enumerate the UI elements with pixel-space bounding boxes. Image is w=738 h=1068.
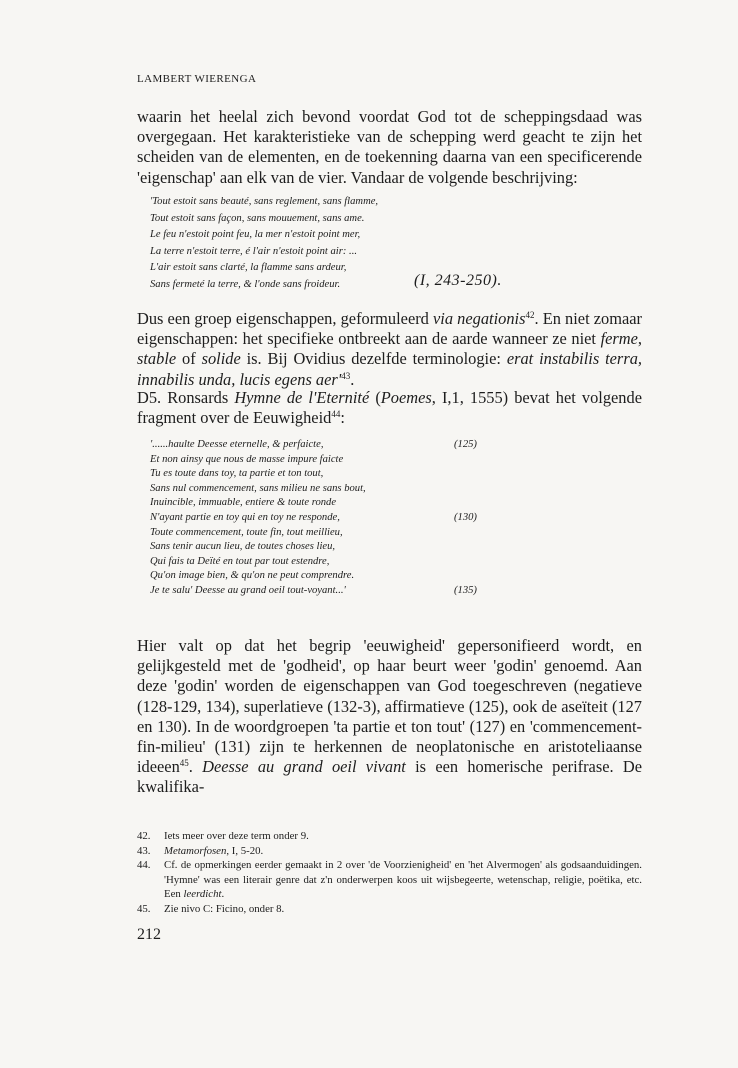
quote-line: Le feu n'estoit point feu, la mer n'estoit point mer,: [150, 229, 361, 240]
quote-line-text: Sans tenir aucun lieu, de toutes choses lieu,: [150, 541, 336, 553]
footnote-43: [137, 844, 642, 859]
text-run: , I,1, 1555) bevat het volgende fragment over de Eeuwigheid: [137, 388, 642, 428]
italic-run: Poemes: [380, 388, 432, 407]
footnote-number: 45.: [137, 902, 151, 915]
quote-line: [150, 569, 620, 584]
footnote-text: [164, 844, 642, 859]
italic-run: leerdicht: [183, 888, 222, 901]
quote-line-text: Inuincible, immuable, entiere & toute ronde: [150, 497, 337, 509]
footnote-42: [137, 829, 642, 844]
text-run: is. Bij Ovidius dezelfde terminologie:: [240, 349, 507, 369]
quote-line: [150, 496, 620, 511]
paragraph-4: [137, 636, 642, 798]
quote-line: [150, 526, 620, 541]
footnote-45: [137, 902, 642, 917]
paragraph-3: [137, 388, 642, 428]
quote-line: 'Tout estoit sans beauté, sans reglement, sans flamme,: [150, 196, 379, 207]
quote-line: [150, 467, 620, 482]
quote-line-last: [150, 271, 620, 295]
quote-block-2: [150, 438, 620, 599]
italic-run: Metamorfosen: [164, 844, 227, 857]
quote-line: La terre n'estoit terre, é l'air n'estoit point air: ...: [150, 245, 357, 257]
quote-line-text: Je te salu' Deesse au grand oeil tout-voyant...': [150, 584, 346, 596]
quote-line: [150, 555, 620, 570]
quote-line-text: Et non ainsy que nous de masse impure faicte: [150, 453, 344, 465]
footnotes: [137, 829, 642, 917]
quote-line: [150, 453, 620, 468]
italic-run: erat instabilis terra, innabilis unda, lucis egens aer': [137, 349, 642, 389]
footnote-ref-45: 45: [179, 758, 189, 769]
text-run: Hier valt op dat het begrip 'eeuwigheid' gepersonifieerd wordt, en gelijkgesteld met de 'godheid', op haar beurt weer 'godin' genoemd. Aan deze 'godin' worden de eigenschappen van God toegeschreven (negatieve (128-129, 134), superlatieve (132-3), affirmatieve (125), ook de aseïteit (127 en 130). In de woordgroepen 'ta partie et ton tout' (127) en 'commencement-fin-milieu' (131) zijn te herkennen de neoplatonische en aristoteliaanse ideeen: [137, 636, 642, 777]
text-run: .: [188, 757, 203, 777]
quote-line-text: Tu es toute dans toy, ta partie et ton tout,: [150, 468, 324, 480]
running-head: LAMBERT WIERENGA: [137, 73, 257, 85]
footnote-ref-42: 42: [525, 310, 535, 320]
footnote-number: 43.: [137, 844, 151, 857]
quote-line: Tout estoit sans façon, sans mouuement, sans ame.: [150, 212, 365, 224]
footnote-number: 44.: [137, 859, 151, 872]
text-run: .: [221, 888, 225, 901]
line-number: (125): [454, 439, 477, 450]
footnote-text: [164, 858, 642, 902]
text-run: D5. Ronsards: [137, 388, 235, 407]
line-number: (130): [454, 511, 477, 523]
footnote-ref-43: 43: [341, 370, 351, 381]
quote-block-1: [150, 195, 620, 294]
paragraph-1: waarin het heelal zich bevond voordat God tot de scheppingsdaad was overgegaan. Het karakteristieke van de schepping werd geacht te zijn het scheiden van de elementen, en de toekenning daarna van een specificerende 'eigenschap' aan elk van de vier. Vandaar de volgende beschrijving:: [137, 107, 642, 187]
text-run: .: [350, 369, 355, 389]
quote-line-text: '......haulte Deesse eternelle, & perfaicte,: [150, 439, 324, 450]
quote-line: [150, 584, 620, 599]
paragraph-2: [137, 309, 642, 390]
footnote-text: Zie nivo C: Ficino, onder 8.: [164, 902, 285, 915]
quote-line: L'air estoit sans clarté, la flamme sans ardeur,: [150, 262, 347, 273]
text-run: of: [176, 349, 202, 369]
quote-line: [150, 511, 620, 526]
quote-reference: (I, 243-250).: [414, 271, 502, 289]
quote-line: [150, 540, 620, 555]
quote-line-text: Qu'on image bien, & qu'on ne peut comprendre.: [150, 570, 355, 582]
italic-run: ferme: [600, 329, 638, 349]
text-run: is een homerische perifrase. De kwalifika-: [137, 757, 642, 797]
italic-run: stable: [137, 349, 177, 369]
footnote-number: 42.: [137, 830, 151, 842]
footnote-ref-44: 44: [331, 409, 341, 420]
text-run: , I, 5-20.: [226, 844, 264, 857]
italic-run: solide: [201, 349, 241, 369]
quote-line-text: N'ayant partie en toy qui en toy ne responde,: [150, 511, 340, 523]
text-run: ,: [637, 329, 642, 349]
italic-run: Hymne de l'Eternité: [234, 388, 370, 407]
quote-line-text: Sans nul commencement, sans milieu ne sans bout,: [150, 482, 366, 494]
quote-line-text: Sans fermeté la terre, & l'onde sans froideur.: [150, 278, 341, 290]
text-run: Dus een groep eigenschappen, geformuleerd: [137, 309, 434, 328]
italic-run: via negationis: [433, 309, 526, 328]
text-run: :: [340, 408, 345, 428]
page-number: 212: [137, 926, 161, 943]
text-run: . En niet zomaar eigenschappen: het specifieke ontbreekt aan de aarde wanneer ze niet: [137, 309, 642, 349]
quote-line: [150, 482, 620, 497]
footnote-44: [137, 858, 642, 902]
quote-line-text: Qui fais ta Deïté en tout par tout estendre,: [150, 555, 330, 567]
text-run: (: [369, 388, 381, 407]
line-number: (135): [454, 584, 477, 596]
text-run: Cf. de opmerkingen eerder gemaakt in 2 over 'de Voorzienigheid' en 'het Alvermogen' als godsaanduidingen. 'Hymne' was een literair genre dat z'n onderwerpen koos uit wijsbegeerte, wetenschap, religie, poëtika, etc. Een: [164, 859, 642, 901]
quote-line: [150, 438, 620, 453]
quote-line-text: Toute commencement, toute fin, tout meillieu,: [150, 526, 343, 538]
footnote-text: Iets meer over deze term onder 9.: [164, 830, 309, 842]
italic-run: Deesse au grand oeil vivant: [202, 757, 406, 777]
